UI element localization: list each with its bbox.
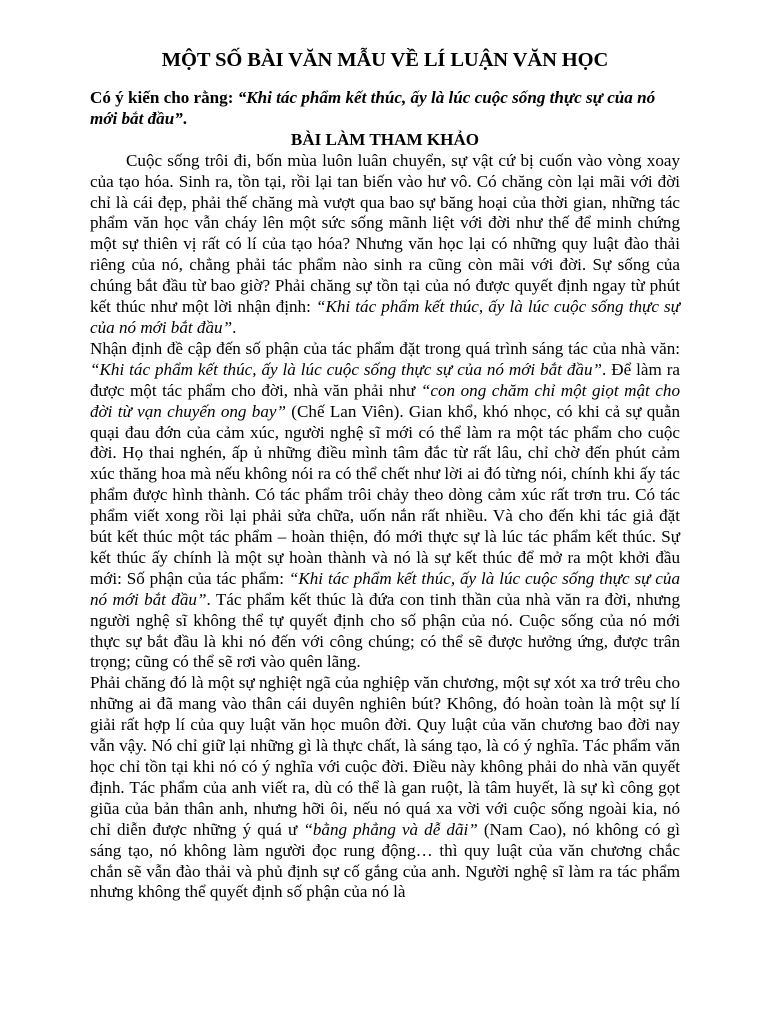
prompt-quote: “Khi tác phẩm kết thúc, ấy là lúc cuộc sống thực sự của nó mới bắt đầu” [90,88,656,128]
document-page [90,48,680,903]
paragraph-body-2-part2: (Nam Cao), nó không có gì sáng tạo, nó không làm người đọc rung động… thì quy luật của văn chương chắc chắn sẽ vẫn đào thải và phủ định sự cố gắng của anh. Người nghệ sĩ làm ra tác phẩm nhưng không thể quyết định số phận của nó là [90,819,680,902]
document-title: MỘT SỐ BÀI VĂN MẪU VỀ LÍ LUẬN VĂN HỌC [161,49,609,71]
paragraph-intro [90,151,680,339]
paragraph-intro-quote: “Khi tác phẩm kết thúc, ấy là lúc cuộc sống thực sự của nó mới bắt đầu” [90,297,680,337]
prompt-lead: Có ý kiến cho rằng: [90,88,238,107]
paragraph-intro-tail: . [232,317,237,337]
paragraph-body-1-part2: . Để làm ra được một tác phẩm cho đời, nhà văn phải như [90,359,680,400]
paragraph-body-1-quote2: “con ong chăm chỉ một giọt mật cho đời từ vạn chuyến ong bay” [90,380,680,421]
essay-prompt [90,88,680,130]
paragraph-body-1-part1: Nhận định đề cập đến số phận của tác phẩm đặt trong quá trình sáng tác của nhà văn: [90,338,680,358]
paragraph-body-1-part3: (Chế Lan Viên). Gian khổ, khó nhọc, có khi cả sự quằn quại đau đớn của cảm xúc, người nghệ sĩ mới có thể làm ra một tác phẩm cho cuộc đời. Họ thai nghén, ấp ủ những điều mình tâm đắc từ rất lâu, chỉ chờ đến phút cảm xúc thăng hoa mà nếu không nói ra có thể chết như lời ai đó từng nói, chính khi ấy tác phẩm được hình thành. Có tác phẩm trôi chảy theo dòng cảm xúc rất trơn tru. Có tác phẩm viết xong rồi lại phải sửa chữa, uốn nắn rất nhiều. Và cho đến khi tác giả đặt bút kết thúc một tác phẩm – hoàn thiện, đó mới thực sự là lúc tác phẩm kết thúc. Sự kết thúc ấy chính là một sự hoàn thành và nó là sự kết thúc để mở ra một khởi đầu mới: Số phận của tác phẩm: [90,401,680,588]
paragraph-body-1-quote1: “Khi tác phẩm kết thúc, ấy là lúc cuộc sống thực sự của nó mới bắt đầu” [90,359,603,379]
paragraph-body-2-part1: Phải chăng đó là một sự nghiệt ngã của nghiệp văn chương, một sự xót xa trớ trêu cho những ai đã mang vào thân cái duyên nghiên bút? Không, đó hoàn toàn là một sự lí giải rất hợp lí của quy luật văn học muôn đời. Quy luật của văn chương bao đời nay vẫn vậy. Nó chỉ giữ lại những gì là thực chất, là sáng tạo, là có ý nghĩa. Tác phẩm văn học chỉ tồn tại khi nó có ý nghĩa với cuộc đời. Điều này không phải do nhà văn quyết định. Tác phẩm của anh viết ra, dù có thể là gan ruột, là tâm huyết, là sự kì công gọt giũa của bản thân anh, nhưng hỡi ôi, nếu nó quá xa vời với cuộc sống ngoài kia, nó chỉ diễn được những ý quá ư [90,673,680,839]
section-heading: BÀI LÀM THAM KHẢO [290,129,480,149]
prompt-tail: . [182,108,188,128]
paragraph-body-2-quote: “bằng phẳng và dễ dãi” [303,819,478,839]
paragraph-body-1-quote3: “Khi tác phẩm kết thúc, ấy là lúc cuộc sống thực sự của nó mới bắt đầu” [90,568,680,609]
paragraph-body-1-part4: . Tác phẩm kết thúc là đứa con tinh thần của nhà văn ra đời, nhưng người nghệ sĩ không thể tự quyết định cho số phận của nó. Cuộc sống của nó mới thực sự bắt đầu là khi nó đến với công chúng; có thể sẽ được hưởng ứng, được trân trọng; cũng có thể sẽ rơi vào quên lãng. [90,589,680,672]
paragraph-body-1 [90,339,680,674]
paragraph-body-2 [90,673,680,903]
paragraph-intro-text: Cuộc sống trôi đi, bốn mùa luôn luân chuyển, sự vật cứ bị cuốn vào vòng xoay của tạo hóa. Sinh ra, tồn tại, rồi lại tan biến vào hư vô. Có chăng còn lại mãi với đời chỉ là cái đẹp, phải thế chăng mà vượt qua bao sự băng hoại của thời gian, những tác phẩm văn học vẫn cháy lên một sức sống mãnh liệt với đời như thế để minh chứng một sự thiên vị rất có lí của tạo hóa? Nhưng văn học lại có những quy luật đào thải riêng của nó, chẳng phải tác phẩm nào sinh ra cũng còn mãi với đời. Sự sống của chúng bắt đầu từ bao giờ? Phải chăng sự tồn tại của nó được quyết định ngay từ phút kết thúc như một lời nhận định: [90,150,680,317]
